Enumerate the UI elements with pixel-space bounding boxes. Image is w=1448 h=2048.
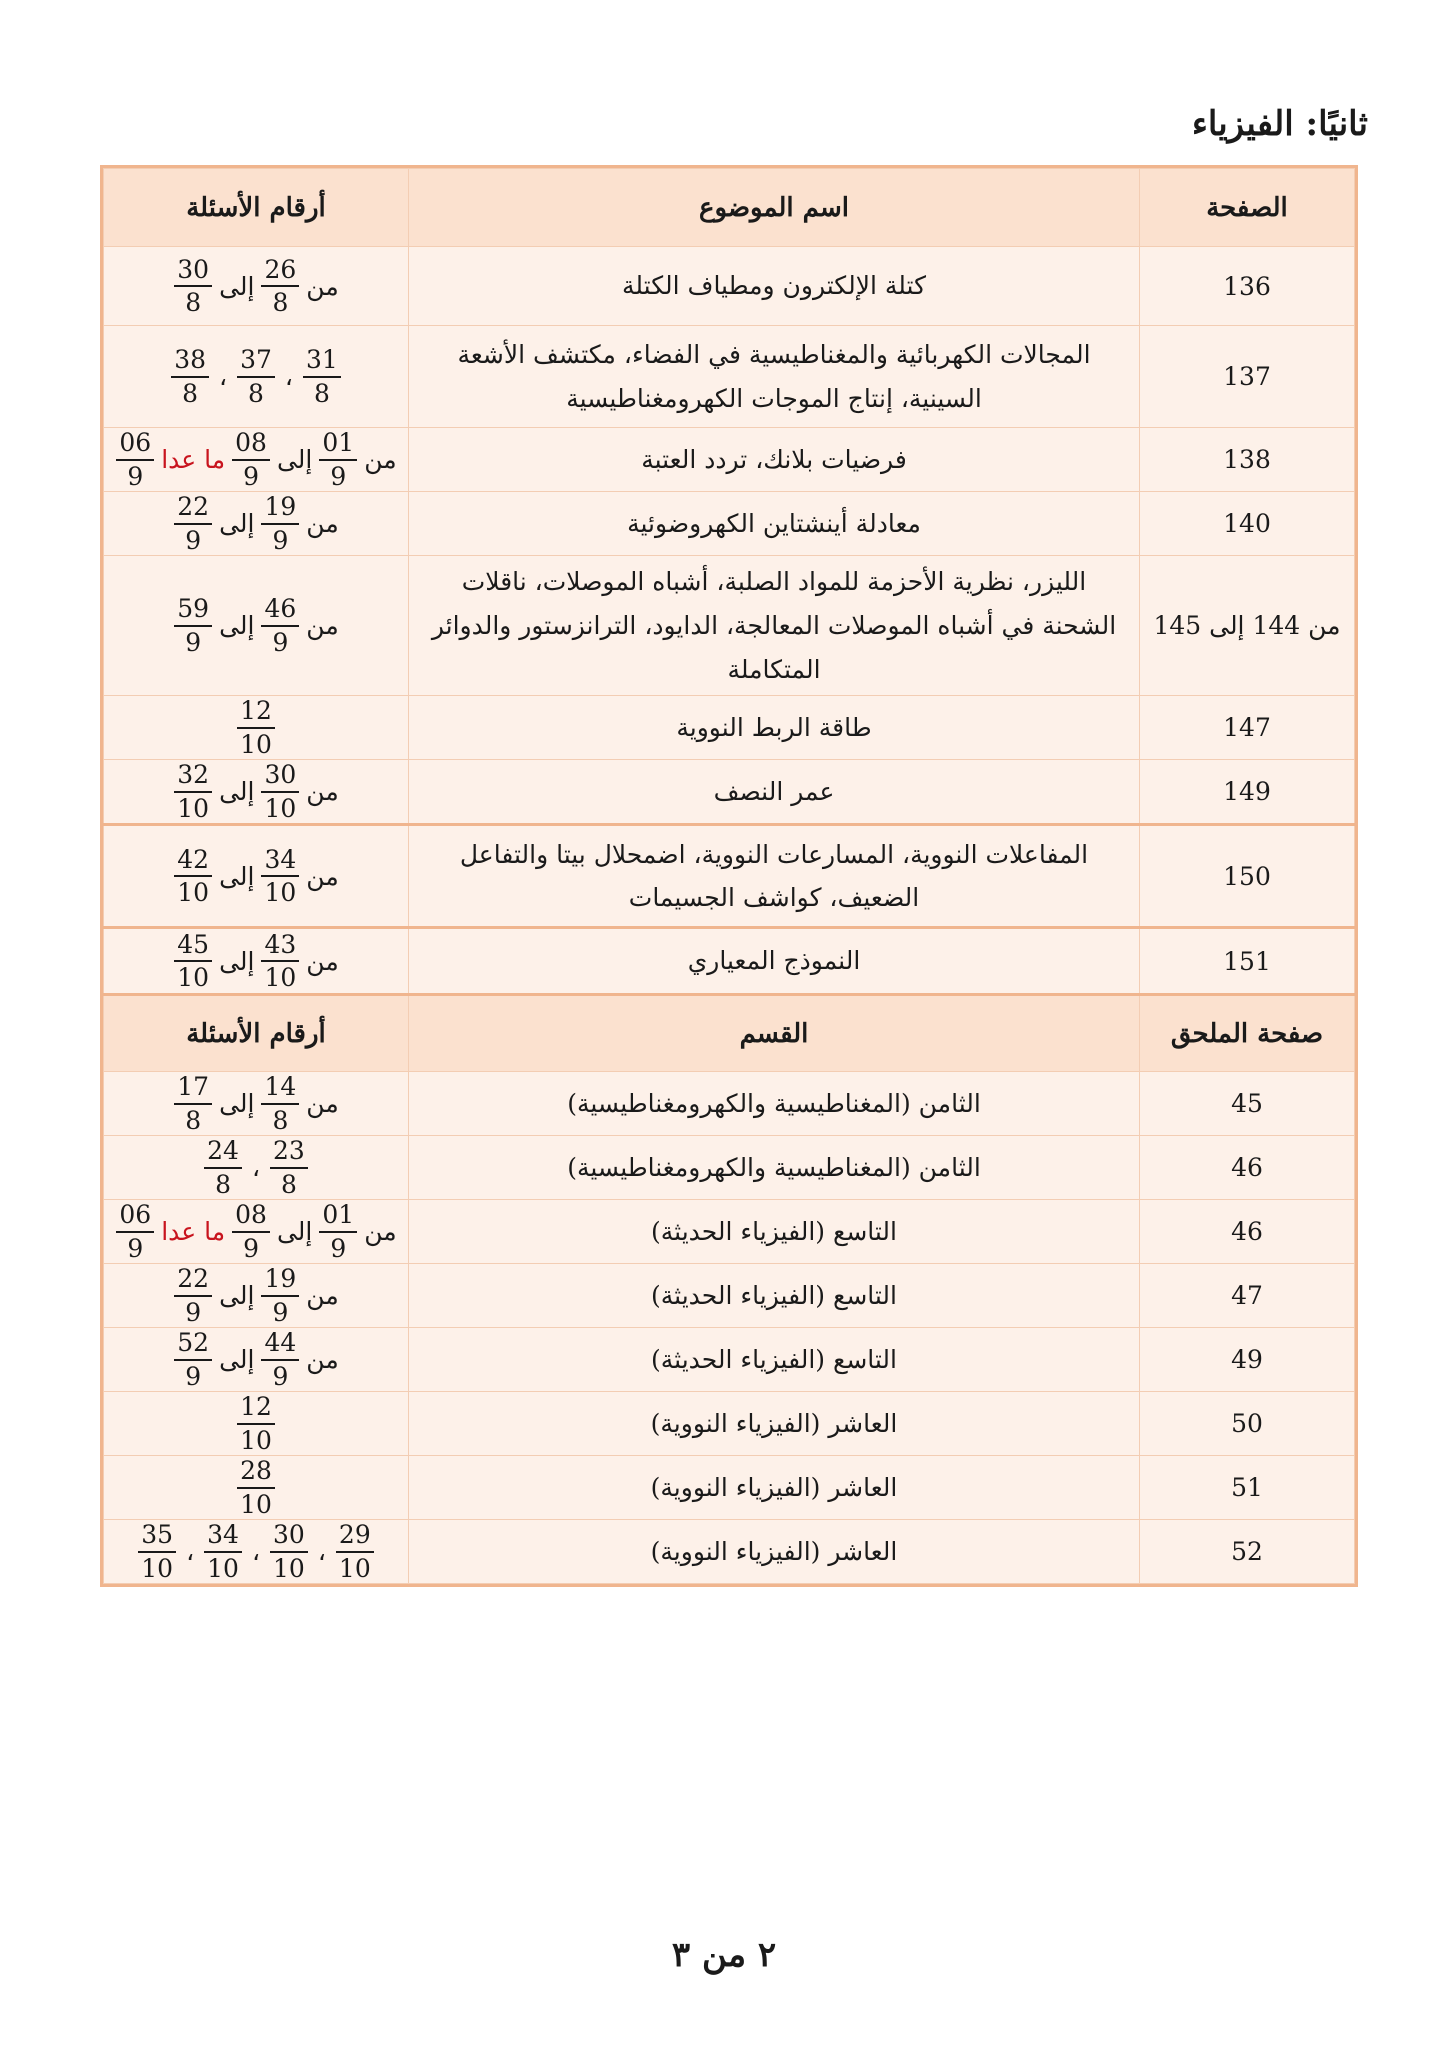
questions-cell <box>104 1520 409 1584</box>
appendix-page-cell: 46 <box>1140 1200 1355 1264</box>
fraction-numerator: 34 <box>204 1520 242 1553</box>
fraction-numerator: 46 <box>261 594 299 627</box>
range-to-word: إلى <box>219 861 255 891</box>
range-from-word: من <box>306 509 339 538</box>
questions-cell <box>104 1072 409 1136</box>
question-fraction <box>270 1520 308 1583</box>
header-questions: أرقام الأسئلة <box>104 995 409 1072</box>
fraction-numerator: 22 <box>174 492 212 525</box>
question-fraction <box>232 428 270 491</box>
question-fraction <box>116 1200 154 1263</box>
appendix-page-cell: 52 <box>1140 1520 1355 1584</box>
fraction-denominator: 10 <box>177 963 210 993</box>
range-to-word: إلى <box>219 1345 255 1375</box>
question-fraction <box>319 428 357 491</box>
appendix-page-cell: 46 <box>1140 1136 1355 1200</box>
fraction-denominator: 10 <box>240 1489 272 1519</box>
question-fraction <box>174 1264 212 1327</box>
table-row <box>104 1520 1355 1584</box>
fraction-numerator: 45 <box>174 930 212 963</box>
range-from-word: من <box>306 946 339 976</box>
table-row <box>104 1456 1355 1520</box>
question-fraction <box>232 1200 270 1263</box>
range-from-word: من <box>306 861 339 891</box>
table-row <box>104 492 1355 556</box>
topic-cell: فرضيات بلانك، تردد العتبة <box>409 428 1140 492</box>
appendix-page-cell: 50 <box>1140 1392 1355 1456</box>
fraction-numerator: 34 <box>261 845 299 878</box>
fraction-numerator: 06 <box>116 428 154 461</box>
fraction-denominator: 8 <box>182 378 199 408</box>
question-fraction <box>204 1520 242 1583</box>
range-from-word: من <box>306 271 339 301</box>
fraction-denominator: 10 <box>264 963 297 993</box>
fraction-denominator: 8 <box>185 288 202 317</box>
table-row <box>104 1264 1355 1328</box>
question-fraction <box>116 428 154 491</box>
fraction-numerator: 35 <box>138 1520 176 1553</box>
appendix-page-cell: 45 <box>1140 1072 1355 1136</box>
fraction-denominator: 9 <box>330 1233 347 1263</box>
question-fraction <box>174 760 212 823</box>
fraction-numerator: 28 <box>237 1456 275 1489</box>
list-separator: ، <box>317 1537 326 1567</box>
page-cell: 151 <box>1140 928 1355 995</box>
question-fraction <box>174 1328 212 1391</box>
section-cell: العاشر (الفيزياء النووية) <box>409 1520 1140 1584</box>
fraction-numerator: 38 <box>171 345 209 378</box>
question-fraction <box>270 1136 308 1199</box>
table-row <box>104 928 1355 995</box>
question-fraction <box>204 1136 242 1199</box>
page-cell: 149 <box>1140 760 1355 825</box>
section-title: ثانيًا: الفيزياء <box>1191 104 1368 144</box>
list-separator: ، <box>186 1537 195 1567</box>
fraction-denominator: 8 <box>313 378 330 408</box>
fraction-numerator: 06 <box>116 1200 154 1233</box>
fraction-denominator: 8 <box>272 288 289 317</box>
range-from-word: من <box>306 1345 339 1375</box>
fraction-numerator: 19 <box>261 492 299 525</box>
fraction-numerator: 23 <box>270 1136 308 1169</box>
questions-cell <box>104 1200 409 1264</box>
fraction-numerator: 29 <box>336 1520 374 1553</box>
list-separator: ، <box>284 362 293 391</box>
topic-cell: الليزر، نظرية الأحزمة للمواد الصلبة، أشباه الموصلات، ناقلات الشحنة في أشباه الموصلات المعالجة، الدايود، الترانزستور والدوائر المتكاملة <box>409 556 1140 696</box>
range-to-word: إلى <box>219 611 255 641</box>
range-to-word: إلى <box>219 1281 255 1311</box>
page-cell: من 144 إلى 145 <box>1140 556 1355 696</box>
range-from-word: من <box>306 1281 339 1311</box>
questions-cell <box>104 1264 409 1328</box>
range-to-word: إلى <box>219 946 255 976</box>
fraction-numerator: 37 <box>237 345 275 378</box>
fraction-denominator: 9 <box>272 525 289 555</box>
questions-cell <box>104 428 409 492</box>
section-cell: التاسع (الفيزياء الحديثة) <box>409 1328 1140 1392</box>
range-from-word: من <box>306 611 339 641</box>
topic-cell: طاقة الربط النووية <box>409 696 1140 760</box>
fraction-denominator: 9 <box>127 461 144 491</box>
table-row <box>104 1200 1355 1264</box>
section-cell: التاسع (الفيزياء الحديثة) <box>409 1200 1140 1264</box>
table1-header-row <box>104 169 1355 247</box>
questions-cell <box>104 1136 409 1200</box>
fraction-numerator: 42 <box>174 845 212 878</box>
page-number: ٢ من ٣ <box>671 1935 777 1975</box>
fraction-denominator: 10 <box>338 1553 371 1583</box>
range-from-word: من <box>306 777 339 807</box>
question-fraction <box>174 255 212 318</box>
question-fraction <box>138 1520 176 1583</box>
question-fraction <box>174 492 212 555</box>
fraction-denominator: 8 <box>185 1105 202 1135</box>
section-cell: العاشر (الفيزياء النووية) <box>409 1392 1140 1456</box>
question-fraction <box>174 930 212 993</box>
topic-cell: النموذج المعياري <box>409 928 1140 995</box>
fraction-denominator: 9 <box>185 1361 202 1391</box>
fraction-denominator: 10 <box>273 1553 305 1583</box>
question-fraction <box>237 696 275 759</box>
fraction-numerator: 17 <box>174 1072 212 1105</box>
fraction-numerator: 31 <box>303 345 341 378</box>
page-cell: 150 <box>1140 825 1355 928</box>
questions-cell <box>104 247 409 326</box>
fraction-numerator: 26 <box>261 255 299 288</box>
fraction-denominator: 8 <box>248 378 264 408</box>
range-to-word: إلى <box>219 1089 255 1119</box>
question-fraction <box>261 492 299 555</box>
question-fraction <box>237 1392 275 1455</box>
fraction-numerator: 30 <box>270 1520 308 1553</box>
range-to-word: إلى <box>219 777 255 807</box>
fraction-denominator: 9 <box>330 461 347 491</box>
range-to-word: إلى <box>276 1217 313 1247</box>
topic-cell: كتلة الإلكترون ومطياف الكتلة <box>409 247 1140 326</box>
range-from-word: من <box>364 1217 397 1247</box>
fraction-numerator: 30 <box>261 760 299 793</box>
fraction-numerator: 08 <box>232 428 270 461</box>
fraction-denominator: 9 <box>272 627 289 657</box>
fraction-denominator: 10 <box>264 878 297 908</box>
fraction-denominator: 10 <box>207 1553 239 1583</box>
fraction-denominator: 10 <box>264 793 297 823</box>
appendix-page-cell: 51 <box>1140 1456 1355 1520</box>
list-separator: ، <box>251 1537 261 1567</box>
fraction-numerator: 01 <box>319 1200 357 1233</box>
range-to-word: إلى <box>219 509 255 538</box>
table-row <box>104 326 1355 428</box>
question-fraction <box>237 345 275 408</box>
question-fraction <box>303 345 341 408</box>
table-row <box>104 428 1355 492</box>
questions-cell <box>104 760 409 825</box>
header-topic: اسم الموضوع <box>409 169 1140 247</box>
questions-cell <box>104 696 409 760</box>
question-fraction <box>261 760 299 823</box>
fraction-denominator: 8 <box>280 1169 297 1199</box>
fraction-numerator: 22 <box>174 1264 212 1297</box>
fraction-numerator: 14 <box>261 1072 299 1105</box>
topic-cell: المفاعلات النووية، المسارعات النووية، اضمحلال بيتا والتفاعل الضعيف، كواشف الجسيمات <box>409 825 1140 928</box>
table-row <box>104 760 1355 825</box>
question-fraction <box>336 1520 374 1583</box>
topic-cell: عمر النصف <box>409 760 1140 825</box>
table-row <box>104 696 1355 760</box>
fraction-denominator: 9 <box>243 1233 260 1263</box>
table-row <box>104 1072 1355 1136</box>
questions-cell <box>104 928 409 995</box>
header-questions: أرقام الأسئلة <box>104 169 409 247</box>
fraction-denominator: 9 <box>243 461 260 491</box>
table-body <box>104 169 1355 1584</box>
appendix-page-cell: 47 <box>1140 1264 1355 1328</box>
fraction-numerator: 12 <box>237 1392 275 1425</box>
fraction-denominator: 9 <box>127 1233 144 1263</box>
fraction-numerator: 59 <box>174 594 212 627</box>
page-cell: 138 <box>1140 428 1355 492</box>
questions-cell <box>104 326 409 428</box>
list-separator: ، <box>251 1153 261 1183</box>
appendix-page-cell: 49 <box>1140 1328 1355 1392</box>
page-cell: 140 <box>1140 492 1355 556</box>
fraction-denominator: 8 <box>272 1105 289 1135</box>
section-cell: الثامن (المغناطيسية والكهرومغناطيسية) <box>409 1136 1140 1200</box>
questions-cell <box>104 492 409 556</box>
fraction-denominator: 9 <box>185 525 202 555</box>
fraction-numerator: 43 <box>261 930 299 963</box>
fraction-denominator: 8 <box>215 1169 231 1199</box>
physics-table <box>103 168 1355 1584</box>
fraction-denominator: 10 <box>240 1425 272 1455</box>
topic-cell: معادلة أينشتاين الكهروضوئية <box>409 492 1140 556</box>
questions-cell <box>104 556 409 696</box>
question-fraction <box>174 845 212 908</box>
except-word: ما عدا <box>161 1217 226 1247</box>
except-word: ما عدا <box>161 445 226 474</box>
list-separator: ، <box>219 362 228 391</box>
table-row <box>104 247 1355 326</box>
fraction-numerator: 24 <box>204 1136 242 1169</box>
question-fraction <box>261 1072 299 1135</box>
questions-cell <box>104 1328 409 1392</box>
question-fraction <box>237 1456 275 1519</box>
topic-cell: المجالات الكهربائية والمغناطيسية في الفضاء، مكتشف الأشعة السينية، إنتاج الموجات الكهرومغناطيسية <box>409 326 1140 428</box>
fraction-numerator: 44 <box>261 1328 299 1361</box>
table-row <box>104 1328 1355 1392</box>
fraction-denominator: 10 <box>240 729 272 759</box>
fraction-numerator: 52 <box>174 1328 212 1361</box>
question-fraction <box>261 1264 299 1327</box>
questions-cell <box>104 1392 409 1456</box>
fraction-numerator: 30 <box>174 255 212 288</box>
question-fraction <box>174 594 212 657</box>
fraction-denominator: 10 <box>177 878 210 908</box>
page-cell: 136 <box>1140 247 1355 326</box>
fraction-numerator: 19 <box>261 1264 299 1297</box>
fraction-denominator: 9 <box>185 1297 202 1327</box>
range-to-word: إلى <box>276 445 313 474</box>
question-fraction <box>261 930 299 993</box>
question-fraction <box>261 1328 299 1391</box>
range-to-word: إلى <box>219 271 255 301</box>
questions-cell <box>104 825 409 928</box>
fraction-denominator: 10 <box>177 793 210 823</box>
question-fraction <box>174 1072 212 1135</box>
fraction-denominator: 9 <box>272 1297 289 1327</box>
question-fraction <box>261 845 299 908</box>
table2-header-row <box>104 995 1355 1072</box>
fraction-denominator: 10 <box>141 1553 174 1583</box>
questions-cell <box>104 1456 409 1520</box>
header-section: القسم <box>409 995 1140 1072</box>
page-cell: 147 <box>1140 696 1355 760</box>
fraction-numerator: 32 <box>174 760 212 793</box>
section-cell: الثامن (المغناطيسية والكهرومغناطيسية) <box>409 1072 1140 1136</box>
fraction-denominator: 9 <box>272 1361 289 1391</box>
fraction-numerator: 01 <box>319 428 357 461</box>
table-row <box>104 556 1355 696</box>
table-row <box>104 1136 1355 1200</box>
header-page: الصفحة <box>1140 169 1355 247</box>
question-fraction <box>261 255 299 318</box>
range-from-word: من <box>306 1089 339 1119</box>
header-appendix-page: صفحة الملحق <box>1140 995 1355 1072</box>
question-fraction <box>319 1200 357 1263</box>
page-cell: 137 <box>1140 326 1355 428</box>
table-row <box>104 1392 1355 1456</box>
fraction-numerator: 08 <box>232 1200 270 1233</box>
fraction-numerator: 12 <box>237 696 275 729</box>
question-fraction <box>171 345 209 408</box>
range-from-word: من <box>364 445 397 474</box>
fraction-denominator: 9 <box>185 627 202 657</box>
table-row <box>104 825 1355 928</box>
section-cell: التاسع (الفيزياء الحديثة) <box>409 1264 1140 1328</box>
question-fraction <box>261 594 299 657</box>
section-cell: العاشر (الفيزياء النووية) <box>409 1456 1140 1520</box>
